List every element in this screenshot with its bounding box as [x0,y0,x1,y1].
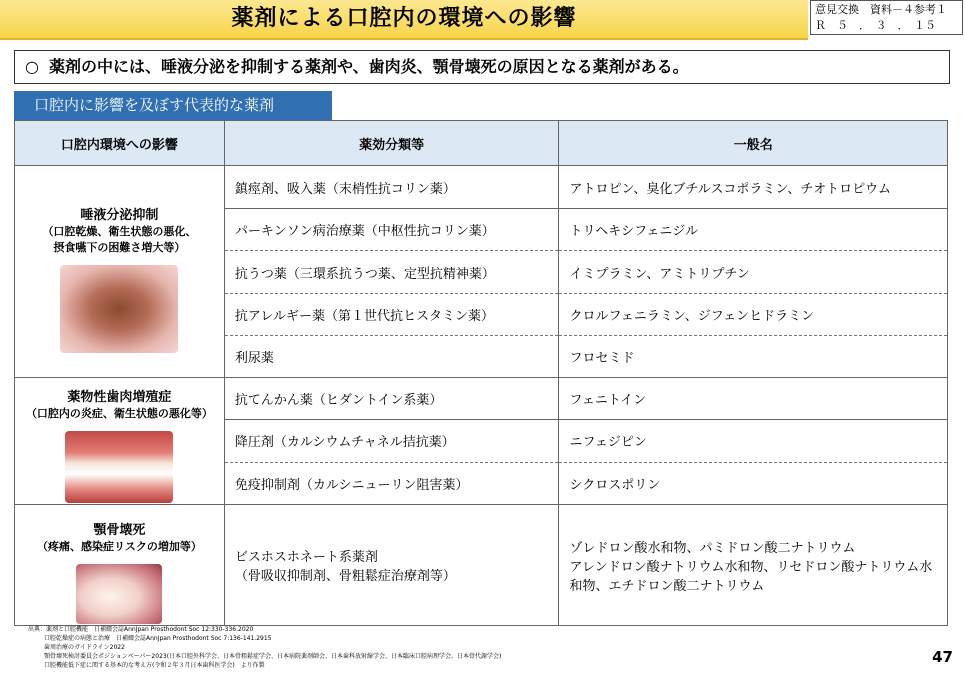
reference-line-1: 意見交換 資料－４参考１ [815,3,947,16]
effect-detail [16,223,223,255]
reference-box [810,0,963,35]
name-cell: トリヘキシフェニジル [559,209,948,251]
category-cell: 免疫抑制剤（カルシニューリン阻害薬） [224,462,559,504]
table-row [15,378,948,420]
effect-title: 顎骨壊死 [93,523,146,538]
effect-detail: （疼痛、感染症リスクの増加等） [37,540,202,553]
source-notes [28,625,501,670]
name-cell: ニフェジピン [559,420,948,462]
category-cell: 抗うつ薬（三環系抗うつ薬、定型抗精神薬） [224,251,559,294]
summary-text: 薬剤の中には、唾液分泌を抑制する薬剤や、歯肉炎、顎骨壊死の原因となる薬剤がある。 [48,57,689,76]
reference-line-2: Ｒ ５ ． ３ ． １５ [815,19,936,32]
name-cell: フェニトイン [559,378,948,420]
table-row [15,505,948,626]
category-cell: 抗てんかん薬（ヒダントイン系薬） [224,378,559,420]
category-cell: ビスホスホネート系薬剤 （骨吸収抑制剤、骨粗鬆症治療剤等） [224,505,559,626]
page-number: 47 [932,648,953,666]
page-title: 薬剤による口腔内の環境への影響 [231,6,577,31]
effect-detail: （口腔内の炎症、衛生状態の悪化等） [25,407,213,420]
header-effect: 口腔内環境への影響 [15,121,225,166]
effect-cell-necrosis [15,505,225,626]
drug-table [14,120,948,626]
gingival-overgrowth-photo [65,431,173,503]
category-cell: 利尿薬 [224,336,559,378]
header-category: 薬効分類等 [224,121,559,166]
source-line: 口腔機能低下症に関する基本的な考え方(令和２年３月日本歯科医学会) より作製 [44,662,265,669]
source-line: 歯周治療のガイドライン2022 [44,644,125,651]
name-cell: アトロピン、臭化ブチルスコポラミン、チオトロピウム [559,166,948,209]
category-cell: 鎮痙剤、吸入薬（末梢性抗コリン薬） [224,166,559,209]
table-row [15,166,948,209]
effect-title: 唾液分泌抑制 [80,208,159,223]
name-cell: クロルフェニラミン、ジフェンヒドラミン [559,294,948,336]
category-cell: 抗アレルギー薬（第１世代抗ヒスタミン薬） [224,294,559,336]
title-bar [0,0,808,40]
effect-detail-line: 摂食嚥下の困難さ増大等） [53,241,186,254]
summary-box [14,50,950,84]
effect-title: 薬物性歯肉増殖症 [67,390,172,405]
effect-cell-gingival [15,378,225,505]
source-line: 顎骨壊死検討委員会ポジションペーパー2023(日本口腔外科学会、日本骨粗鬆症学会、日本病院薬剤師会、日本歯科放射線学会、日本臨床口腔病理学会、日本骨代謝学会) [44,653,502,660]
effect-detail-line: （口腔乾燥、衛生状態の悪化、 [42,225,197,238]
table-header-row [15,121,948,166]
category-cell: 降圧剤（カルシウムチャネル拮抗薬） [224,420,559,462]
source-line: 出典：薬剤と口腔機能 日補綴会誌AnnJpan Prosthodont Soc 12:330-336.2020 [28,626,254,633]
source-line: 口腔乾燥症の病態と治療 日補綴会誌AnnJpan Prosthodont Soc 7:136-141.2915 [44,635,272,642]
name-cell: フロセミド [559,336,948,378]
dry-mouth-photo [60,265,178,353]
category-cell: パーキンソン病治療薬（中枢性抗コリン薬） [224,209,559,251]
section-label: 口腔内に影響を及ぼす代表的な薬剤 [14,91,332,120]
summary-bullet: ○ [25,57,39,76]
name-cell: ゾレドロン酸水和物、パミドロン酸二ナトリウム アレンドロン酸ナトリウム水和物、リセドロン酸ナトリウム水和物、エチドロン酸二ナトリウム [559,505,948,626]
name-cell: シクロスポリン [559,462,948,504]
jaw-necrosis-photo [76,564,162,624]
header-name: 一般名 [559,121,948,166]
name-cell: イミプラミン、アミトリプチン [559,251,948,294]
effect-cell-saliva [15,166,225,378]
